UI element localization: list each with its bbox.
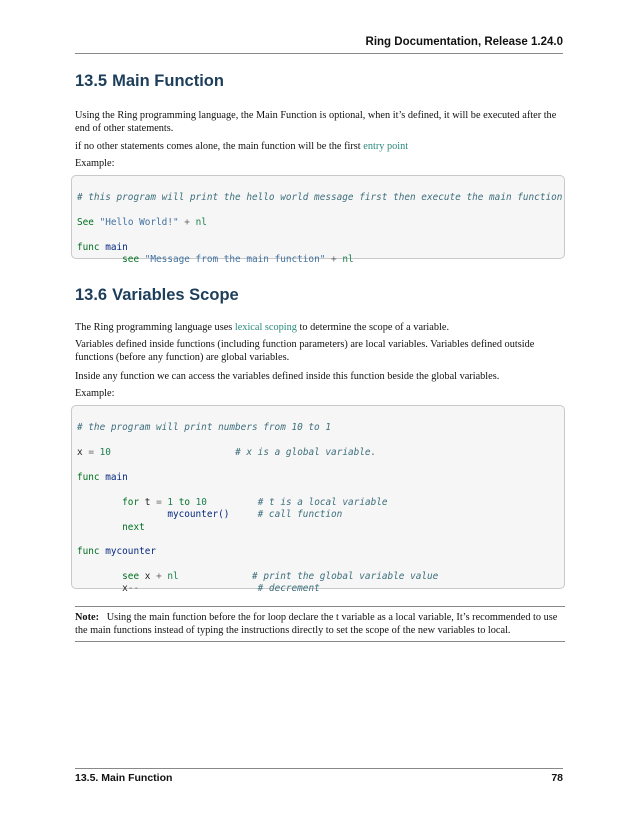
code-keyword: func: [77, 546, 100, 558]
entry-point-paragraph: [75, 140, 565, 153]
code-block-scope: [71, 405, 565, 595]
note-bottom-rule: [75, 641, 565, 642]
paragraph-text: to determine the scope of a variable.: [296, 322, 450, 333]
code-function-name: mycounter: [105, 546, 157, 558]
code-number: 1: [167, 496, 174, 508]
code-keyword: for: [122, 496, 140, 508]
code-keyword: see: [122, 571, 140, 583]
code-variable: x: [144, 571, 151, 583]
section-title: Variables Scope: [112, 286, 239, 304]
page-number: 78: [551, 772, 563, 784]
main-function-paragraph: Using the Ring programming language, the Main Function is optional, when it’s defined, it will be executed after the end of other statements.: [75, 110, 557, 134]
code-keyword: next: [122, 521, 145, 533]
note-box: [75, 611, 565, 637]
note-text: Using the main function before the for loop declare the t variable as a local variable, It’s recommended to use the main functions instead of typing the instructions directly to set the scope of the new variables to local.: [75, 612, 558, 636]
running-header: Ring Documentation, Release 1.24.0: [365, 36, 563, 48]
code-nl: nl: [342, 254, 354, 266]
variables-paragraph: Variables defined inside functions (including function parameters) are local variables. Variables defined outside functions (before any function) are global variables.: [75, 339, 535, 363]
code-nl: nl: [195, 217, 207, 229]
lexical-scoping-paragraph: [75, 321, 565, 334]
code-comment: # t is a local variable: [257, 496, 388, 508]
code-keyword: see: [122, 254, 140, 266]
footer-rule: [75, 768, 563, 769]
paragraph-text: if no other statements comes alone, the main function will be the first: [75, 141, 364, 152]
code-number: 10: [195, 496, 207, 508]
code-variable: x: [77, 447, 83, 459]
code-operator: +: [156, 571, 162, 583]
code-string: "Message from the main function": [144, 254, 326, 266]
note-label: Note:: [75, 612, 100, 623]
section-title: Main Function: [112, 72, 224, 90]
code-comment: # print the global variable value: [252, 571, 439, 583]
code-block-main: [71, 175, 565, 266]
code-comment: # this program will print the hello world message first then execute the main function: [77, 192, 563, 204]
code-function-call: mycounter(): [167, 509, 230, 521]
code-variable: t: [144, 496, 151, 508]
code-keyword: to: [178, 496, 190, 508]
code-function-name: main: [105, 241, 128, 253]
code-comment: # call function: [257, 509, 343, 521]
code-number: 10: [99, 447, 111, 459]
code-string: "Hello World!": [99, 217, 179, 229]
code-variable: x: [122, 583, 128, 595]
code-operator: --: [127, 583, 140, 595]
code-keyword: See: [77, 217, 94, 229]
code-operator: +: [331, 254, 337, 266]
code-comment: # x is a global variable.: [235, 447, 377, 459]
section-13-6-heading: [75, 286, 239, 305]
example-label: Example:: [75, 158, 115, 169]
code-comment: # the program will print numbers from 10 to 1: [77, 422, 331, 434]
header-rule: [75, 53, 563, 54]
code-keyword: func: [77, 471, 100, 483]
access-paragraph: Inside any function we can access the variables defined inside this function beside the global variables.: [75, 371, 500, 382]
code-operator: =: [156, 496, 162, 508]
entry-point-link[interactable]: entry point: [363, 141, 409, 152]
footer-section: 13.5. Main Function: [75, 772, 173, 784]
code-operator: =: [88, 447, 94, 459]
example-label: Example:: [75, 388, 115, 399]
section-number: 13.5: [75, 72, 108, 90]
code-keyword: func: [77, 241, 100, 253]
code-operator: +: [184, 217, 190, 229]
lexical-scoping-link[interactable]: lexical scoping: [234, 322, 297, 333]
code-nl: nl: [167, 571, 179, 583]
code-function-name: main: [105, 471, 128, 483]
paragraph-text: The Ring programming language uses: [75, 322, 235, 333]
code-comment: # decrement: [257, 583, 320, 595]
section-number: 13.6: [75, 286, 108, 304]
note-top-rule: [75, 606, 565, 607]
section-13-5-heading: [75, 72, 224, 91]
